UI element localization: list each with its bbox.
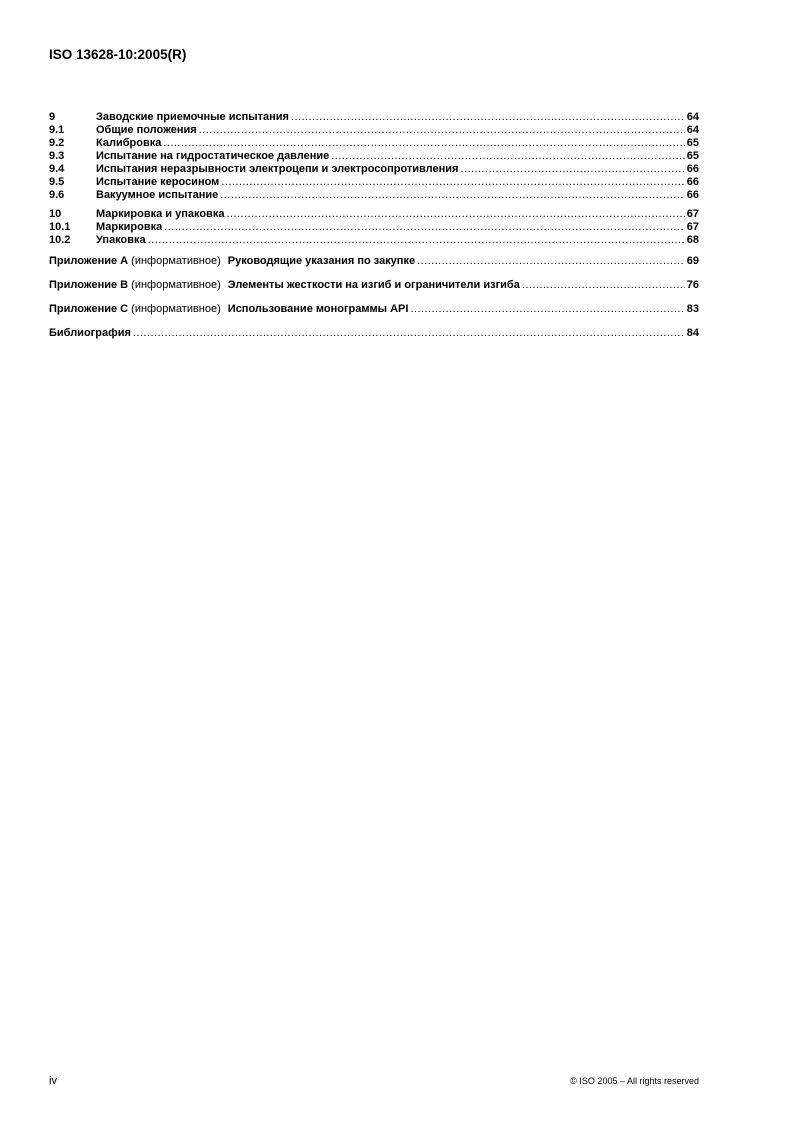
toc-entry-title: Испытание керосином [96,176,220,188]
toc-entry-number: 9.5 [49,176,65,188]
toc-entry-title: Общие положения [96,124,197,136]
toc-entry-title: Вакуумное испытание [96,189,219,201]
toc-entry[interactable] [49,176,699,189]
dot-leader [410,301,684,318]
toc-entry[interactable] [49,208,699,221]
dot-leader [460,163,684,176]
page-number: iv [49,1075,57,1087]
annex-type: (информативное) [131,303,221,315]
dot-leader [220,189,684,202]
dot-leader [164,221,685,234]
annex-title: Использование монограммы API [227,303,409,315]
toc-entry-number: 9.6 [49,189,65,201]
annex-label: Приложение C [49,303,129,315]
dot-leader [226,208,684,221]
annex-title: Элементы жесткости на изгиб и ограничители изгиба [227,279,520,291]
toc-entry-title: Испытания неразрывности электроцепи и электросопротивления [96,163,459,175]
toc-entry[interactable] [49,137,699,150]
toc-section-10 [49,208,699,247]
toc-entry-page: 65 [686,137,699,149]
dot-leader [331,150,684,163]
toc-section-9 [49,111,699,202]
annex-label: Приложение B [49,279,129,291]
annex-label: Приложение A [49,255,129,267]
dot-leader [522,277,685,294]
document-id-header: ISO 13628-10:2005(R) [49,47,187,62]
copyright-notice: © ISO 2005 – All rights reserved [570,1076,699,1086]
dot-leader [417,253,685,270]
annex-title: Руководящие указания по закупке [227,255,416,267]
toc-entry[interactable] [49,124,699,137]
toc-bibliography-entry[interactable] [49,325,699,342]
dot-leader [199,124,685,137]
toc-entry-page: 76 [686,279,699,291]
toc-entry-title: Маркировка и упаковка [96,208,225,220]
toc-entry-number: 10.1 [49,221,71,233]
toc-annex-entry[interactable] [49,253,699,270]
toc-entry[interactable] [49,163,699,176]
toc-entry-title: Упаковка [96,234,146,246]
toc-entry-title: Маркировка [96,221,163,233]
bibliography-title: Библиография [49,327,131,339]
toc-entry-title: Калибровка [96,137,162,149]
toc-entry-page: 66 [686,176,699,188]
toc-entry[interactable] [49,189,699,202]
toc-entry-page: 68 [686,234,699,246]
toc-entry[interactable] [49,234,699,247]
toc-entry-number: 9.4 [49,163,65,175]
toc-annex-entry[interactable] [49,301,699,318]
toc-entry-page: 64 [686,124,699,136]
toc-entry-number: 9 [49,111,56,123]
toc-entry-number: 9.1 [49,124,65,136]
table-of-contents [49,111,699,342]
annex-type: (информативное) [131,279,221,291]
toc-entry-page: 67 [686,208,699,220]
toc-entry[interactable] [49,150,699,163]
dot-leader [221,176,684,189]
toc-annex-entry[interactable] [49,277,699,294]
dot-leader [133,325,685,342]
toc-entry-page: 65 [686,150,699,162]
toc-entry-page: 64 [686,111,699,123]
dot-leader [291,111,685,124]
toc-entry-page: 69 [686,255,699,267]
toc-entry-title: Испытание на гидростатическое давление [96,150,330,162]
dot-leader [163,137,684,150]
toc-entry-number: 9.3 [49,150,65,162]
toc-entry-title: Заводские приемочные испытания [96,111,289,123]
toc-entry-page: 66 [686,189,699,201]
toc-entry[interactable] [49,111,699,124]
dot-leader [148,234,685,247]
toc-entry-number: 10.2 [49,234,71,246]
toc-entry-number: 10 [49,208,62,220]
toc-entry-page: 66 [686,163,699,175]
toc-entry-page: 84 [686,327,699,339]
toc-entry-number: 9.2 [49,137,65,149]
toc-entry[interactable] [49,221,699,234]
toc-entry-page: 67 [686,221,699,233]
toc-entry-page: 83 [686,303,699,315]
annex-type: (информативное) [131,255,221,267]
